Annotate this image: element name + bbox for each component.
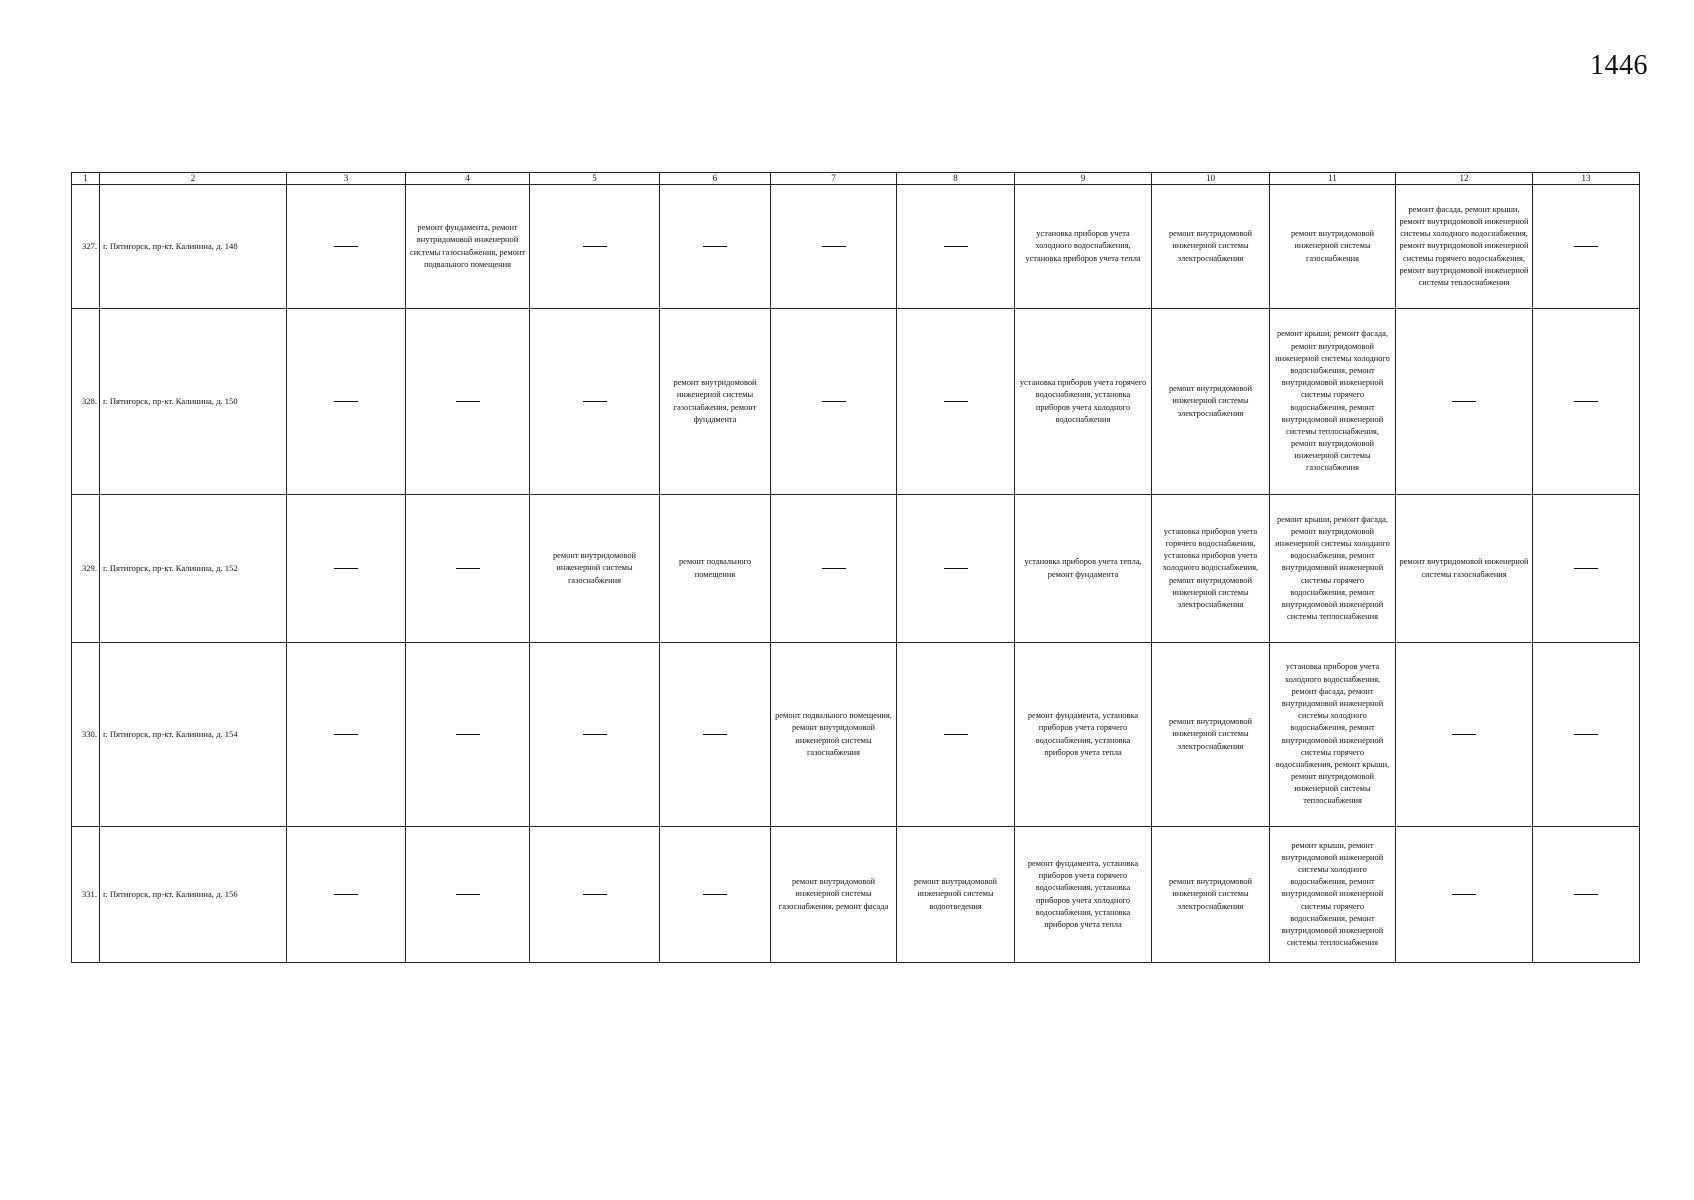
empty-dash-cell [897,185,1015,309]
building-address: г. Пятигорск, пр-кт. Калинина, д. 154 [100,643,287,827]
repair-schedule-table [71,172,1640,963]
dash-mark [583,894,607,895]
work-description-cell: ремонт внутридомовой инженерной системы водоотведения [897,827,1015,963]
work-description-cell: ремонт подвального помещения, ремонт внутридомовой инженерной системы газоснабжения [771,643,897,827]
column-number: 3 [287,173,406,185]
dash-mark [822,401,846,402]
dash-mark [1452,734,1476,735]
dash-mark [456,401,480,402]
work-description-cell: ремонт внутридомовой инженерной системы газоснабжения [530,495,660,643]
work-description-cell: ремонт внутридомовой инженерной системы электроснабжения [1152,827,1270,963]
work-description-cell: ремонт внутридомовой инженерной системы электроснабжения [1152,309,1270,495]
table-row [72,643,1640,827]
work-description-cell: ремонт фасада, ремонт крыши, ремонт внутридомовой инженерной системы холодного водоснабжения, ремонт внутридомовой инженерной системы горячего водоснабжения, ремонт внутридомовой инженерной системы теплоснабжения [1396,185,1533,309]
empty-dash-cell [1533,827,1640,963]
empty-dash-cell [897,309,1015,495]
row-number: 330. [72,643,100,827]
dash-mark [703,734,727,735]
dash-mark [822,246,846,247]
table-row [72,495,1640,643]
row-number: 331. [72,827,100,963]
dash-mark [334,894,358,895]
work-description-cell: ремонт внутридомовой инженерной системы газоснабжения, ремонт фундамента [660,309,771,495]
dash-mark [583,401,607,402]
empty-dash-cell [1533,309,1640,495]
empty-dash-cell [1533,495,1640,643]
empty-dash-cell [530,827,660,963]
empty-dash-cell [1396,827,1533,963]
empty-dash-cell [1396,309,1533,495]
dash-mark [944,568,968,569]
column-number-row [72,173,1640,185]
dash-mark [1574,568,1598,569]
dash-mark [1452,401,1476,402]
work-description-cell: ремонт внутридомовой инженерной системы электроснабжения [1152,185,1270,309]
work-description-cell: установка приборов учета тепла, ремонт фундамента [1015,495,1152,643]
dash-mark [1452,894,1476,895]
building-address: г. Пятигорск, пр-кт. Калинина, д. 156 [100,827,287,963]
work-description-cell: ремонт фундамента, установка приборов учета горячего водоснабжения, установка приборов учета тепла [1015,643,1152,827]
dash-mark [334,401,358,402]
empty-dash-cell [406,309,530,495]
dash-mark [1574,894,1598,895]
empty-dash-cell [287,827,406,963]
dash-mark [456,734,480,735]
column-number: 5 [530,173,660,185]
page-number: 1446 [1590,50,1648,81]
work-description-cell: ремонт фундамента, установка приборов учета горячего водоснабжения, установка приборов учета холодного водоснабжения, установка приборов учета тепла [1015,827,1152,963]
empty-dash-cell [897,495,1015,643]
dash-mark [944,401,968,402]
dash-mark [456,568,480,569]
empty-dash-cell [530,309,660,495]
empty-dash-cell [660,827,771,963]
empty-dash-cell [530,643,660,827]
dash-mark [456,894,480,895]
work-description-cell: ремонт фундамента, ремонт внутридомовой инженерной системы газоснабжения, ремонт подвального помещения [406,185,530,309]
table-row [72,185,1640,309]
empty-dash-cell [287,309,406,495]
dash-mark [1574,246,1598,247]
empty-dash-cell [1533,643,1640,827]
empty-dash-cell [287,643,406,827]
column-number: 8 [897,173,1015,185]
empty-dash-cell [406,827,530,963]
row-number: 329. [72,495,100,643]
empty-dash-cell [771,309,897,495]
column-number: 1 [72,173,100,185]
work-description-cell: ремонт крыши, ремонт внутридомовой инженерной системы холодного водоснабжения, ремонт внутридомовой инженерной системы горячего водоснабжения, ремонт внутридомовой инженерной системы теплоснабжения [1270,827,1396,963]
column-number: 13 [1533,173,1640,185]
dash-mark [334,568,358,569]
dash-mark [1574,734,1598,735]
column-number: 7 [771,173,897,185]
dash-mark [944,734,968,735]
empty-dash-cell [406,495,530,643]
work-description-cell: установка приборов учета холодного водоснабжения, ремонт фасада, ремонт внутридомовой инженерной системы холодного водоснабжения, ремонт внутридомовой инженерной системы горячего водоснабжения, ремонт крыши, ремонт внутридомовой инженерной системы теплоснабжения [1270,643,1396,827]
work-description-cell: установка приборов учета холодного водоснабжения, установка приборов учета тепла [1015,185,1152,309]
column-number: 9 [1015,173,1152,185]
column-number: 4 [406,173,530,185]
building-address: г. Пятигорск, пр-кт. Калинина, д. 148 [100,185,287,309]
row-number: 328. [72,309,100,495]
empty-dash-cell [530,185,660,309]
dash-mark [703,894,727,895]
empty-dash-cell [771,185,897,309]
dash-mark [334,246,358,247]
empty-dash-cell [660,185,771,309]
dash-mark [583,246,607,247]
row-number: 327. [72,185,100,309]
building-address: г. Пятигорск, пр-кт. Калинина, д. 152 [100,495,287,643]
work-description-cell: ремонт внутридомовой инженерной системы газоснабжения, ремонт фасада [771,827,897,963]
work-description-cell: установка приборов учета горячего водоснабжения, установка приборов учета холодного водоснабжения, ремонт внутридомовой инженерной системы электроснабжения [1152,495,1270,643]
dash-mark [1574,401,1598,402]
work-description-cell: установка приборов учета горячего водоснабжения, установка приборов учета холодного водоснабжения [1015,309,1152,495]
empty-dash-cell [406,643,530,827]
dash-mark [822,568,846,569]
work-description-cell: ремонт крыши, ремонт фасада, ремонт внутридомовой инженерной системы холодного водоснабжения, ремонт внутридомовой инженерной системы горячего водоснабжения, ремонт внутридомовой инженерной системы теплоснабжения [1270,495,1396,643]
dash-mark [703,246,727,247]
table-row [72,827,1640,963]
empty-dash-cell [660,643,771,827]
table-body [72,185,1640,963]
table-row [72,309,1640,495]
empty-dash-cell [287,185,406,309]
column-number: 2 [100,173,287,185]
work-description-cell: ремонт внутридомовой инженерной системы газоснабжения [1396,495,1533,643]
dash-mark [944,246,968,247]
building-address: г. Пятигорск, пр-кт. Калинина, д. 150 [100,309,287,495]
column-number: 10 [1152,173,1270,185]
dash-mark [583,734,607,735]
work-description-cell: ремонт внутридомовой инженерной системы газоснабжения [1270,185,1396,309]
dash-mark [334,734,358,735]
empty-dash-cell [1396,643,1533,827]
empty-dash-cell [771,495,897,643]
work-description-cell: ремонт внутридомовой инженерной системы электроснабжения [1152,643,1270,827]
empty-dash-cell [897,643,1015,827]
empty-dash-cell [1533,185,1640,309]
work-description-cell: ремонт крыши, ремонт фасада, ремонт внутридомовой инженерной системы холодного водоснабжения, ремонт внутридомовой инженерной системы горячего водоснабжения, ремонт внутридомовой инженерной системы теплоснабжения, ремонт внутридомовой инженерной системы газоснабжения [1270,309,1396,495]
column-number: 12 [1396,173,1533,185]
column-number: 6 [660,173,771,185]
empty-dash-cell [287,495,406,643]
work-description-cell: ремонт подвального помещения [660,495,771,643]
column-number: 11 [1270,173,1396,185]
